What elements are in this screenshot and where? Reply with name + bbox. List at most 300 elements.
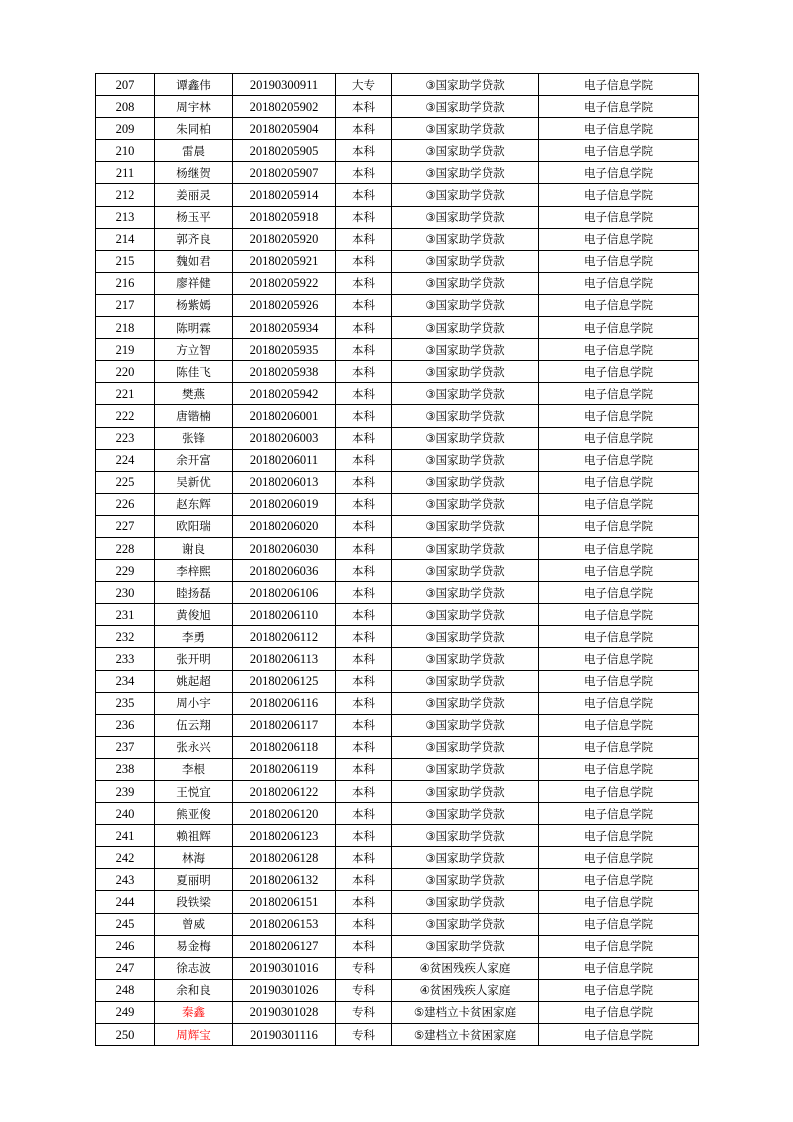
row-number-cell: 217 — [96, 294, 155, 316]
aid-category-cell: ③国家助学贷款 — [392, 74, 539, 96]
education-level-cell: 大专 — [336, 74, 392, 96]
row-number-cell: 234 — [96, 670, 155, 692]
table-row — [96, 162, 699, 184]
student-id-cell: 20180206013 — [233, 471, 336, 493]
college-cell: 电子信息学院 — [539, 471, 699, 493]
table-row — [96, 891, 699, 913]
row-number-cell: 246 — [96, 935, 155, 957]
aid-category-cell: ③国家助学贷款 — [392, 294, 539, 316]
college-cell: 电子信息学院 — [539, 913, 699, 935]
table-row — [96, 781, 699, 803]
education-level-cell: 本科 — [336, 913, 392, 935]
row-number-cell: 220 — [96, 361, 155, 383]
college-cell: 电子信息学院 — [539, 692, 699, 714]
row-number-cell: 207 — [96, 74, 155, 96]
student-id-cell: 20190301026 — [233, 979, 336, 1001]
aid-category-cell: ③国家助学贷款 — [392, 847, 539, 869]
row-number-cell: 212 — [96, 184, 155, 206]
student-name-cell: 廖祥健 — [155, 272, 233, 294]
college-cell: 电子信息学院 — [539, 74, 699, 96]
college-cell: 电子信息学院 — [539, 714, 699, 736]
college-cell: 电子信息学院 — [539, 560, 699, 582]
student-name-cell: 陈佳飞 — [155, 361, 233, 383]
table-row — [96, 758, 699, 780]
student-id-cell: 20180206110 — [233, 604, 336, 626]
education-level-cell: 专科 — [336, 1024, 392, 1046]
college-cell: 电子信息学院 — [539, 582, 699, 604]
education-level-cell: 本科 — [336, 140, 392, 162]
aid-category-cell: ③国家助学贷款 — [392, 891, 539, 913]
student-name-cell: 徐志波 — [155, 957, 233, 979]
education-level-cell: 本科 — [336, 692, 392, 714]
education-level-cell: 本科 — [336, 471, 392, 493]
education-level-cell: 本科 — [336, 317, 392, 339]
row-number-cell: 241 — [96, 825, 155, 847]
row-number-cell: 216 — [96, 272, 155, 294]
student-id-cell: 20180205902 — [233, 96, 336, 118]
student-name-cell: 王悦宜 — [155, 781, 233, 803]
college-cell: 电子信息学院 — [539, 96, 699, 118]
aid-category-cell: ③国家助学贷款 — [392, 670, 539, 692]
college-cell: 电子信息学院 — [539, 869, 699, 891]
student-id-cell: 20180205935 — [233, 339, 336, 361]
student-name-cell: 段铁梁 — [155, 891, 233, 913]
row-number-cell: 219 — [96, 339, 155, 361]
table-row — [96, 361, 699, 383]
table-row — [96, 847, 699, 869]
student-id-cell: 20180205904 — [233, 118, 336, 140]
college-cell: 电子信息学院 — [539, 803, 699, 825]
table-row — [96, 935, 699, 957]
college-cell: 电子信息学院 — [539, 1001, 699, 1023]
education-level-cell: 本科 — [336, 493, 392, 515]
table-row — [96, 825, 699, 847]
student-id-cell: 20180206125 — [233, 670, 336, 692]
table-row — [96, 692, 699, 714]
table-row — [96, 515, 699, 537]
college-cell: 电子信息学院 — [539, 250, 699, 272]
table-row — [96, 979, 699, 1001]
student-id-cell: 20180206113 — [233, 648, 336, 670]
table-row — [96, 250, 699, 272]
education-level-cell: 本科 — [336, 648, 392, 670]
college-cell: 电子信息学院 — [539, 272, 699, 294]
row-number-cell: 235 — [96, 692, 155, 714]
education-level-cell: 本科 — [336, 537, 392, 559]
student-name-cell: 周小宇 — [155, 692, 233, 714]
college-cell: 电子信息学院 — [539, 670, 699, 692]
aid-category-cell: ③国家助学贷款 — [392, 317, 539, 339]
aid-category-cell: ③国家助学贷款 — [392, 648, 539, 670]
row-number-cell: 245 — [96, 913, 155, 935]
education-level-cell: 本科 — [336, 96, 392, 118]
education-level-cell: 专科 — [336, 979, 392, 1001]
student-id-cell: 20180206118 — [233, 736, 336, 758]
table-row — [96, 1001, 699, 1023]
table-row — [96, 383, 699, 405]
row-number-cell: 249 — [96, 1001, 155, 1023]
table-row — [96, 493, 699, 515]
student-id-cell: 20190301116 — [233, 1024, 336, 1046]
student-name-cell: 余开富 — [155, 449, 233, 471]
student-name-cell: 李勇 — [155, 626, 233, 648]
student-id-cell: 20180206127 — [233, 935, 336, 957]
table-row — [96, 869, 699, 891]
college-cell: 电子信息学院 — [539, 206, 699, 228]
table-row — [96, 405, 699, 427]
student-name-cell: 唐锴楠 — [155, 405, 233, 427]
student-name-cell: 睦扬磊 — [155, 582, 233, 604]
aid-category-cell: ③国家助学贷款 — [392, 803, 539, 825]
row-number-cell: 208 — [96, 96, 155, 118]
education-level-cell: 本科 — [336, 825, 392, 847]
table-row — [96, 96, 699, 118]
student-id-cell: 20190301016 — [233, 957, 336, 979]
student-name-cell: 谢良 — [155, 537, 233, 559]
student-id-cell: 20180206036 — [233, 560, 336, 582]
student-name-cell: 欧阳瑞 — [155, 515, 233, 537]
college-cell: 电子信息学院 — [539, 118, 699, 140]
education-level-cell: 本科 — [336, 515, 392, 537]
aid-category-cell: ③国家助学贷款 — [392, 493, 539, 515]
student-id-cell: 20180205938 — [233, 361, 336, 383]
education-level-cell: 本科 — [336, 206, 392, 228]
table-row — [96, 604, 699, 626]
aid-category-cell: ④贫困残疾人家庭 — [392, 957, 539, 979]
row-number-cell: 218 — [96, 317, 155, 339]
education-level-cell: 专科 — [336, 957, 392, 979]
student-name-cell: 伍云翔 — [155, 714, 233, 736]
education-level-cell: 本科 — [336, 184, 392, 206]
row-number-cell: 226 — [96, 493, 155, 515]
aid-category-cell: ③国家助学贷款 — [392, 913, 539, 935]
table-row — [96, 74, 699, 96]
college-cell: 电子信息学院 — [539, 957, 699, 979]
table-row — [96, 736, 699, 758]
row-number-cell: 250 — [96, 1024, 155, 1046]
college-cell: 电子信息学院 — [539, 891, 699, 913]
aid-category-cell: ③国家助学贷款 — [392, 825, 539, 847]
education-level-cell: 本科 — [336, 228, 392, 250]
aid-category-cell: ③国家助学贷款 — [392, 537, 539, 559]
student-id-cell: 20180206119 — [233, 758, 336, 780]
student-name-cell: 秦鑫 — [155, 1001, 233, 1023]
aid-category-cell: ③国家助学贷款 — [392, 383, 539, 405]
education-level-cell: 本科 — [336, 361, 392, 383]
education-level-cell: 本科 — [336, 758, 392, 780]
student-id-cell: 20180205914 — [233, 184, 336, 206]
student-id-cell: 20180205942 — [233, 383, 336, 405]
education-level-cell: 本科 — [336, 935, 392, 957]
aid-category-cell: ③国家助学贷款 — [392, 604, 539, 626]
student-aid-table — [95, 73, 699, 1046]
education-level-cell: 本科 — [336, 272, 392, 294]
college-cell: 电子信息学院 — [539, 361, 699, 383]
table-row — [96, 670, 699, 692]
aid-category-cell: ③国家助学贷款 — [392, 515, 539, 537]
aid-category-cell: ③国家助学贷款 — [392, 339, 539, 361]
student-name-cell: 谭鑫伟 — [155, 74, 233, 96]
table-row — [96, 228, 699, 250]
aid-category-cell: ③国家助学贷款 — [392, 96, 539, 118]
table-row — [96, 206, 699, 228]
education-level-cell: 本科 — [336, 736, 392, 758]
student-id-cell: 20190300911 — [233, 74, 336, 96]
student-id-cell: 20180205934 — [233, 317, 336, 339]
student-id-cell: 20180206112 — [233, 626, 336, 648]
aid-category-cell: ③国家助学贷款 — [392, 449, 539, 471]
row-number-cell: 209 — [96, 118, 155, 140]
student-name-cell: 熊亚俊 — [155, 803, 233, 825]
student-name-cell: 樊燕 — [155, 383, 233, 405]
student-id-cell: 20180206116 — [233, 692, 336, 714]
student-id-cell: 20180205926 — [233, 294, 336, 316]
table-row — [96, 317, 699, 339]
aid-category-cell: ③国家助学贷款 — [392, 250, 539, 272]
row-number-cell: 225 — [96, 471, 155, 493]
row-number-cell: 230 — [96, 582, 155, 604]
row-number-cell: 247 — [96, 957, 155, 979]
student-id-cell: 20180206153 — [233, 913, 336, 935]
aid-category-cell: ③国家助学贷款 — [392, 272, 539, 294]
student-name-cell: 易金梅 — [155, 935, 233, 957]
college-cell: 电子信息学院 — [539, 405, 699, 427]
table-row — [96, 582, 699, 604]
college-cell: 电子信息学院 — [539, 825, 699, 847]
college-cell: 电子信息学院 — [539, 427, 699, 449]
student-name-cell: 姜丽灵 — [155, 184, 233, 206]
aid-category-cell: ④贫困残疾人家庭 — [392, 979, 539, 1001]
college-cell: 电子信息学院 — [539, 140, 699, 162]
education-level-cell: 本科 — [336, 250, 392, 272]
table-row — [96, 560, 699, 582]
student-name-cell: 朱同柏 — [155, 118, 233, 140]
aid-category-cell: ③国家助学贷款 — [392, 869, 539, 891]
student-name-cell: 张永兴 — [155, 736, 233, 758]
student-id-cell: 20180206123 — [233, 825, 336, 847]
table-row — [96, 1024, 699, 1046]
row-number-cell: 231 — [96, 604, 155, 626]
aid-category-cell: ③国家助学贷款 — [392, 140, 539, 162]
student-name-cell: 赵东辉 — [155, 493, 233, 515]
row-number-cell: 242 — [96, 847, 155, 869]
student-id-cell: 20180205922 — [233, 272, 336, 294]
aid-category-cell: ⑤建档立卡贫困家庭 — [392, 1001, 539, 1023]
education-level-cell: 本科 — [336, 449, 392, 471]
table-row — [96, 140, 699, 162]
college-cell: 电子信息学院 — [539, 979, 699, 1001]
college-cell: 电子信息学院 — [539, 648, 699, 670]
education-level-cell: 本科 — [336, 803, 392, 825]
aid-category-cell: ③国家助学贷款 — [392, 758, 539, 780]
student-id-cell: 20180206128 — [233, 847, 336, 869]
student-id-cell: 20180206151 — [233, 891, 336, 913]
student-id-cell: 20180205920 — [233, 228, 336, 250]
aid-category-cell: ③国家助学贷款 — [392, 736, 539, 758]
aid-category-cell: ③国家助学贷款 — [392, 582, 539, 604]
row-number-cell: 229 — [96, 560, 155, 582]
student-id-cell: 20180206011 — [233, 449, 336, 471]
row-number-cell: 243 — [96, 869, 155, 891]
student-name-cell: 方立智 — [155, 339, 233, 361]
college-cell: 电子信息学院 — [539, 339, 699, 361]
aid-category-cell: ③国家助学贷款 — [392, 560, 539, 582]
education-level-cell: 本科 — [336, 714, 392, 736]
student-name-cell: 魏如君 — [155, 250, 233, 272]
row-number-cell: 233 — [96, 648, 155, 670]
college-cell: 电子信息学院 — [539, 847, 699, 869]
row-number-cell: 232 — [96, 626, 155, 648]
college-cell: 电子信息学院 — [539, 317, 699, 339]
education-level-cell: 本科 — [336, 427, 392, 449]
aid-category-cell: ③国家助学贷款 — [392, 162, 539, 184]
aid-category-cell: ③国家助学贷款 — [392, 405, 539, 427]
education-level-cell: 本科 — [336, 383, 392, 405]
education-level-cell: 本科 — [336, 405, 392, 427]
college-cell: 电子信息学院 — [539, 604, 699, 626]
college-cell: 电子信息学院 — [539, 781, 699, 803]
education-level-cell: 本科 — [336, 847, 392, 869]
aid-category-cell: ③国家助学贷款 — [392, 626, 539, 648]
college-cell: 电子信息学院 — [539, 515, 699, 537]
table-row — [96, 272, 699, 294]
student-name-cell: 周辉宝 — [155, 1024, 233, 1046]
education-level-cell: 本科 — [336, 582, 392, 604]
row-number-cell: 214 — [96, 228, 155, 250]
student-name-cell: 周宇林 — [155, 96, 233, 118]
table-row — [96, 118, 699, 140]
college-cell: 电子信息学院 — [539, 736, 699, 758]
student-name-cell: 赖祖辉 — [155, 825, 233, 847]
aid-category-cell: ③国家助学贷款 — [392, 206, 539, 228]
education-level-cell: 本科 — [336, 560, 392, 582]
education-level-cell: 本科 — [336, 781, 392, 803]
education-level-cell: 专科 — [336, 1001, 392, 1023]
student-id-cell: 20180205905 — [233, 140, 336, 162]
college-cell: 电子信息学院 — [539, 493, 699, 515]
row-number-cell: 239 — [96, 781, 155, 803]
student-id-cell: 20180206117 — [233, 714, 336, 736]
table-row — [96, 537, 699, 559]
aid-category-cell: ③国家助学贷款 — [392, 228, 539, 250]
education-level-cell: 本科 — [336, 626, 392, 648]
college-cell: 电子信息学院 — [539, 449, 699, 471]
student-name-cell: 吴新优 — [155, 471, 233, 493]
row-number-cell: 224 — [96, 449, 155, 471]
college-cell: 电子信息学院 — [539, 935, 699, 957]
education-level-cell: 本科 — [336, 294, 392, 316]
student-name-cell: 黄俊旭 — [155, 604, 233, 626]
table-row — [96, 294, 699, 316]
student-name-cell: 姚起超 — [155, 670, 233, 692]
student-id-cell: 20180205918 — [233, 206, 336, 228]
student-id-cell: 20180206132 — [233, 869, 336, 891]
student-name-cell: 杨紫嫣 — [155, 294, 233, 316]
student-id-cell: 20180206001 — [233, 405, 336, 427]
table-row — [96, 471, 699, 493]
aid-category-cell: ③国家助学贷款 — [392, 781, 539, 803]
aid-category-cell: ③国家助学贷款 — [392, 184, 539, 206]
student-id-cell: 20180206120 — [233, 803, 336, 825]
college-cell: 电子信息学院 — [539, 626, 699, 648]
table-row — [96, 957, 699, 979]
student-id-cell: 20180206019 — [233, 493, 336, 515]
table-row — [96, 648, 699, 670]
aid-category-cell: ③国家助学贷款 — [392, 118, 539, 140]
student-id-cell: 20180205907 — [233, 162, 336, 184]
student-id-cell: 20190301028 — [233, 1001, 336, 1023]
table-row — [96, 913, 699, 935]
college-cell: 电子信息学院 — [539, 228, 699, 250]
row-number-cell: 236 — [96, 714, 155, 736]
row-number-cell: 223 — [96, 427, 155, 449]
college-cell: 电子信息学院 — [539, 162, 699, 184]
table-row — [96, 449, 699, 471]
college-cell: 电子信息学院 — [539, 1024, 699, 1046]
education-level-cell: 本科 — [336, 670, 392, 692]
table-row — [96, 184, 699, 206]
row-number-cell: 228 — [96, 537, 155, 559]
student-name-cell: 雷晨 — [155, 140, 233, 162]
student-id-cell: 20180206122 — [233, 781, 336, 803]
college-cell: 电子信息学院 — [539, 537, 699, 559]
row-number-cell: 237 — [96, 736, 155, 758]
education-level-cell: 本科 — [336, 339, 392, 361]
table-row — [96, 427, 699, 449]
row-number-cell: 238 — [96, 758, 155, 780]
aid-category-cell: ③国家助学贷款 — [392, 427, 539, 449]
table-row — [96, 803, 699, 825]
student-name-cell: 李根 — [155, 758, 233, 780]
college-cell: 电子信息学院 — [539, 383, 699, 405]
student-name-cell: 林海 — [155, 847, 233, 869]
row-number-cell: 221 — [96, 383, 155, 405]
table-body — [96, 74, 699, 1046]
student-name-cell: 杨继贺 — [155, 162, 233, 184]
student-id-cell: 20180206030 — [233, 537, 336, 559]
aid-category-cell: ⑤建档立卡贫困家庭 — [392, 1024, 539, 1046]
table-row — [96, 626, 699, 648]
aid-category-cell: ③国家助学贷款 — [392, 471, 539, 493]
row-number-cell: 222 — [96, 405, 155, 427]
student-name-cell: 曾威 — [155, 913, 233, 935]
student-id-cell: 20180206106 — [233, 582, 336, 604]
row-number-cell: 215 — [96, 250, 155, 272]
row-number-cell: 213 — [96, 206, 155, 228]
row-number-cell: 240 — [96, 803, 155, 825]
row-number-cell: 248 — [96, 979, 155, 1001]
student-id-cell: 20180206020 — [233, 515, 336, 537]
student-name-cell: 郭齐良 — [155, 228, 233, 250]
aid-category-cell: ③国家助学贷款 — [392, 361, 539, 383]
education-level-cell: 本科 — [336, 162, 392, 184]
aid-category-cell: ③国家助学贷款 — [392, 935, 539, 957]
student-id-cell: 20180205921 — [233, 250, 336, 272]
student-name-cell: 张锋 — [155, 427, 233, 449]
table-row — [96, 339, 699, 361]
education-level-cell: 本科 — [336, 604, 392, 626]
student-name-cell: 夏丽明 — [155, 869, 233, 891]
row-number-cell: 227 — [96, 515, 155, 537]
row-number-cell: 244 — [96, 891, 155, 913]
row-number-cell: 211 — [96, 162, 155, 184]
college-cell: 电子信息学院 — [539, 184, 699, 206]
aid-category-cell: ③国家助学贷款 — [392, 714, 539, 736]
aid-category-cell: ③国家助学贷款 — [392, 692, 539, 714]
college-cell: 电子信息学院 — [539, 758, 699, 780]
student-name-cell: 陈明霖 — [155, 317, 233, 339]
student-name-cell: 余和良 — [155, 979, 233, 1001]
